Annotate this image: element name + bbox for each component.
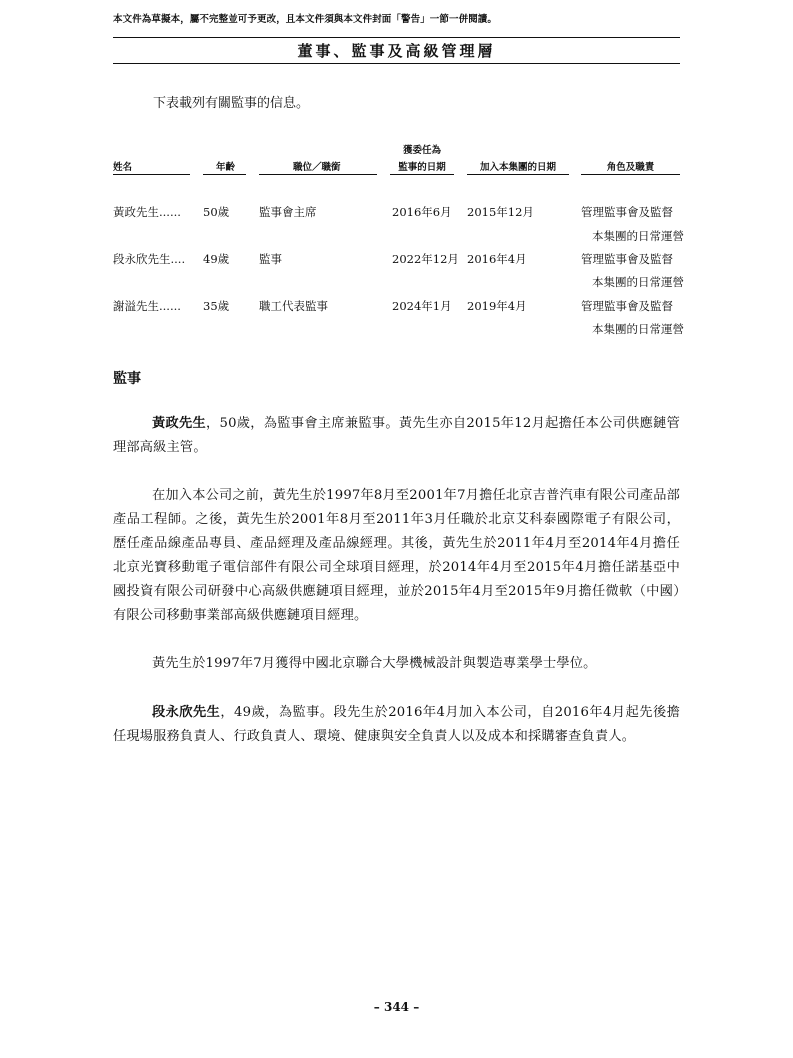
cell-name: 謝溢先生...... xyxy=(113,299,181,313)
cell-role: 管理監事會及監督 xyxy=(581,299,673,313)
header-bottom-rule xyxy=(113,63,680,64)
supervisors-heading: 監事 xyxy=(113,371,141,387)
bio-text: ，50歲，為監事會主席兼監事。黃先生亦自2015年12月起擔任本公司供應鏈管理部高級主管。 xyxy=(113,416,680,455)
table-intro: 下表載列有關監事的信息。 xyxy=(153,96,310,111)
header-underline xyxy=(203,174,246,175)
cell-role: 管理監事會及監督 xyxy=(581,205,673,219)
cell-position: 職工代表監事 xyxy=(259,299,328,313)
col-header-joined: 加入本集團的日期 xyxy=(479,162,556,173)
bio-name: 段永欣先生 xyxy=(152,705,221,720)
header-underline xyxy=(259,174,377,175)
cell-role-cont: 本集團的日常運營 xyxy=(592,322,684,336)
col-header-role: 角色及職責 xyxy=(606,162,655,173)
cell-role: 管理監事會及監督 xyxy=(581,252,673,266)
header-underline xyxy=(390,174,454,175)
bio-text: ，49歲，為監事。段先生於2016年4月加入本公司，自2016年4月起先後擔任現場服務負責人、行政負責人、環境、健康與安全負責人以及成本和採購審查負責人。 xyxy=(113,705,681,744)
cell-joined: 2016年4月 xyxy=(467,252,527,266)
bio-name: 黃政先生 xyxy=(152,416,207,431)
cell-age: 50歲 xyxy=(203,205,230,219)
cell-age: 49歲 xyxy=(203,252,230,266)
bio-text: 在加入本公司之前，黃先生於1997年8月至2001年7月擔任北京吉普汽車有限公司產品部產品工程師。之後，黃先生於2001年8月至2011年3月任職於北京艾科泰國際電子有限公司，歷任產品線產品專員、產品經理及產品線經理。其後，黃先生於2011年4月至2014年4月擔任北京光寶移動電子電信部件有限公司全球項目經理，於2014年4月至2015年4月擔任諾基亞中國投資有限公司研發中心高級供應鏈項目經理，並於2015年4月至2015年9月擔任微軟（中國）有限公司移動事業部高級供應鏈項目經理。 xyxy=(113,488,680,623)
col-header-name: 姓名 xyxy=(113,162,133,173)
header-underline xyxy=(581,174,680,175)
cell-name: 黃政先生...... xyxy=(113,205,181,219)
draft-disclaimer: 本文件為草擬本，屬不完整並可予更改，且本文件須與本文件封面「警告」一節一併閱讀。 xyxy=(113,14,498,25)
page-number: – 344 – xyxy=(373,1000,420,1014)
cell-role-cont: 本集團的日常運營 xyxy=(592,275,684,289)
cell-joined: 2019年4月 xyxy=(467,299,527,313)
bio-paragraph xyxy=(113,484,680,628)
col-header-appointed-line1: 獲委任為 xyxy=(402,145,441,156)
cell-joined: 2015年12月 xyxy=(467,205,534,219)
bio-paragraph xyxy=(113,701,680,749)
cell-name: 段永欣先生.... xyxy=(113,252,186,266)
header-top-rule xyxy=(113,37,680,38)
cell-position: 監事會主席 xyxy=(259,205,317,219)
cell-age: 35歲 xyxy=(203,299,230,313)
col-header-age: 年齡 xyxy=(216,162,236,173)
col-header-position: 職位／職銜 xyxy=(293,162,341,173)
cell-position: 監事 xyxy=(259,252,282,266)
col-header-appointed-line2: 監事的日期 xyxy=(398,162,446,173)
header-underline xyxy=(113,174,190,175)
header-underline xyxy=(467,174,569,175)
cell-role-cont: 本集團的日常運營 xyxy=(592,229,684,243)
bio-paragraph xyxy=(113,652,680,676)
cell-appointed: 2016年6月 xyxy=(392,205,452,219)
cell-appointed: 2022年12月 xyxy=(392,252,459,266)
section-title: 董事、監事及高級管理層 xyxy=(297,42,496,60)
bio-text: 黃先生於1997年7月獲得中國北京聯合大學機械設計與製造專業學士學位。 xyxy=(152,656,597,671)
bio-paragraph xyxy=(113,412,680,460)
cell-appointed: 2024年1月 xyxy=(392,299,452,313)
